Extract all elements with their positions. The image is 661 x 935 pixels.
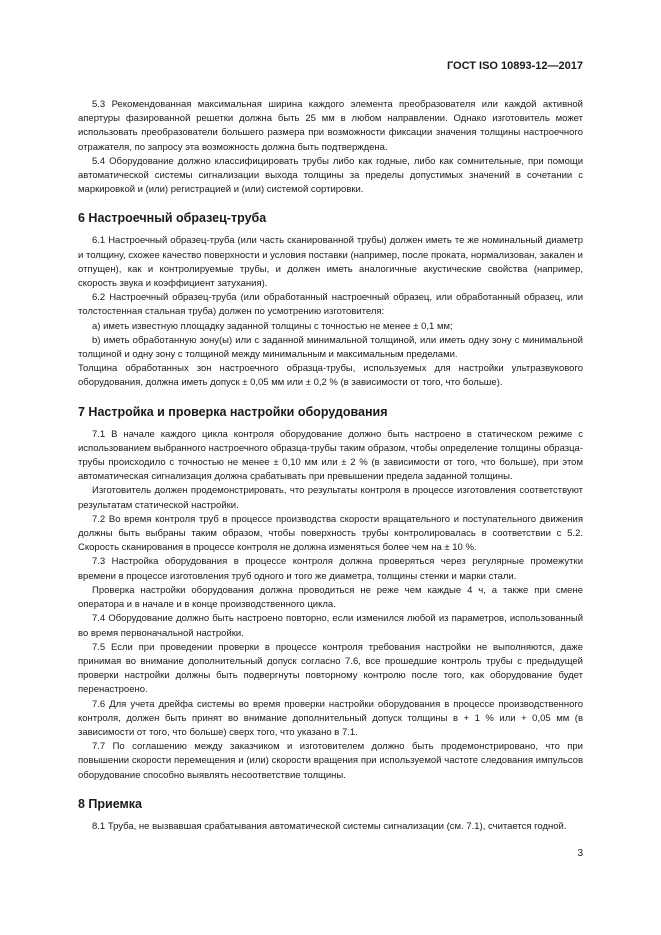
page-number: 3 [577, 848, 583, 859]
paragraph-7-7: 7.7 По соглашению между заказчиком и изготовителем должно быть продемонстрировано, что при повышении скорости перемещения и (или) скорости вращения при используемой частоте следования импульсов оборудование способно выявлять несоответствие толщины. [78, 741, 583, 781]
paragraph-7-3-continued: Проверка настройки оборудования должна проводиться не реже чем каждые 4 ч, а также при смене оператора и в начале и в конце производственного цикла. [78, 584, 583, 611]
list-item-b: b) иметь обработанную зону(ы) или с заданной минимальной толщиной, или иметь одну зону с минимальной толщиной и одну зону с толщиной между минимальным и максимальным пределами. [78, 334, 583, 361]
section-6-heading: 6 Настроечный образец-труба [78, 211, 267, 226]
document-body [78, 98, 583, 834]
list-item-a: a) иметь известную площадку заданной толщины с точностью не менее ± 0,1 мм; [92, 320, 453, 332]
paragraph-6-2-tail: Толщина обработанных зон настроечного образца-трубы, используемых для настройки ультразвукового оборудования, должна иметь допуск ± 0,05 мм или ± 0,2 % (в зависимости от того, что больше). [78, 363, 583, 389]
paragraph-6-1: 6.1 Настроечный образец-труба (или часть сканированной трубы) должен иметь те же номинальный диаметр и толщину, схожее качество поверхности и условия поставки (например, после проката, нормализован, закален и отпущен), как и контролируемые трубы, и должен иметь аналогичные акустические свойства (например, скорость звука и коэффициент затухания). [78, 235, 583, 290]
paragraph-7-1: 7.1 В начале каждого цикла контроля оборудование должно быть настроено в статическом режиме с использованием выбранного настроечного образца-трубы таким образом, чтобы определение толщины образца-трубы происходило с точностью не менее ± 0,10 мм или ± 2 % (в зависимости от того, что больше), при этом автоматическая сигнализация должна срабатывать при превышении предела заданной толщины. [78, 428, 583, 483]
paragraph-6-2: 6.2 Настроечный образец-труба (или обработанный настроечный образец, или обработанный образец, или толстостенная стальная труба) должен по усмотрению изготовителя: [78, 292, 583, 318]
paragraph-8-1: 8.1 Труба, не вызвавшая срабатывания автоматической системы сигнализации (см. 7.1), считается годной. [92, 820, 567, 832]
section-7-heading: 7 Настройка и проверка настройки оборудования [78, 404, 388, 419]
paragraph-5-4: 5.4 Оборудование должно классифицировать трубы либо как годные, либо как сомнительные, при помощи автоматической системы сигнализации выхода толщины за пределы допустимых значений в сочетании с маркировкой и (или) регистрацией и (или) системой сортировки. [78, 155, 583, 196]
paragraph-7-5: 7.5 Если при проведении проверки в процессе контроля требования настройки не выполняются, даже принимая во внимание дополнительный допуск согласно 7.6, все прошедшие контроль трубы с предыдущей проверки настройки должны быть подвергнуты повторному контролю после того, как оборудование будет перенастроено. [78, 641, 583, 696]
standard-header: ГОСТ ISO 10893-12—2017 [446, 60, 583, 72]
paragraph-7-1-continued: Изготовитель должен продемонстрировать, что результаты контроля в процессе изготовления соответствуют результатам статической настройки. [78, 485, 583, 511]
paragraph-7-6: 7.6 Для учета дрейфа системы во время проверки настройки оборудования в процессе производственного контроля, должен быть принят во внимание дополнительный допуск толщины в + 1 % или + 0,05 мм (в зависимости от того, что больше) сверх того, что указано в 7.1. [78, 698, 583, 738]
section-8-heading: 8 Приемка [78, 796, 142, 811]
paragraph-7-3: 7.3 Настройка оборудования в процессе контроля должна проверяться через регулярные промежутки времени в процессе изготовления труб одного и того же диаметра, толщины стенки и марки стали. [78, 556, 583, 582]
paragraph-7-2: 7.2 Во время контроля труб в процессе производства скорости вращательного и поступательного движения должны быть выбраны таким образом, чтобы поверхность трубы контролировалась в соответствии с 5.2. Скорость сканирования в процессе контроля не должна изменяться более чем на ± 10 %. [78, 513, 583, 554]
paragraph-7-4: 7.4 Оборудование должно быть настроено повторно, если изменился любой из параметров, использованный во время первоначальной настройки. [78, 613, 583, 639]
paragraph-5-3: 5.3 Рекомендованная максимальная ширина каждого элемента преобразователя или каждой активной апертуры фазированной решетки должна быть 25 мм в любом направлении. Однако изготовитель может использовать преобразователи большего размера при возможности фиксации значения толщины настроечного отражателя, по запросу эта возможность должна быть подтверждена. [78, 99, 583, 153]
